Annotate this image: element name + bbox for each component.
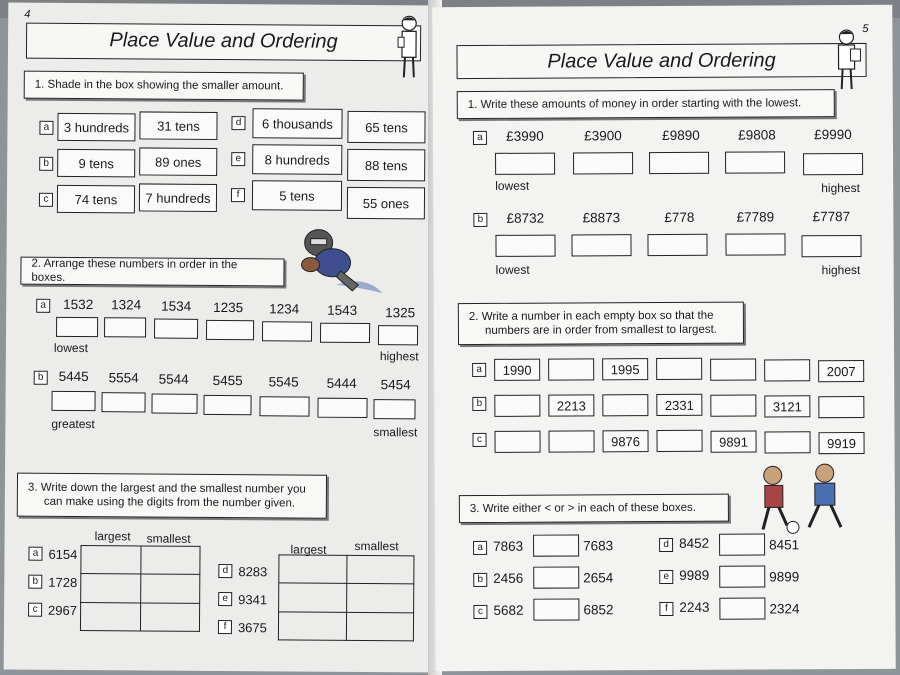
question-2-prompt <box>458 302 744 345</box>
sequence-box[interactable]: 1995 <box>602 358 648 380</box>
answer-box[interactable] <box>647 234 707 256</box>
compare-number: 6852 <box>583 602 614 618</box>
item-letter: a <box>36 299 50 313</box>
answer-box[interactable] <box>378 325 418 345</box>
answer-box[interactable] <box>803 153 863 175</box>
compare-number: 7863 <box>493 538 524 554</box>
given-number: 6154 <box>48 546 78 563</box>
item-letter: a <box>472 363 486 377</box>
amount-box[interactable]: 3 hundreds <box>57 113 135 142</box>
answer-box[interactable] <box>262 321 312 341</box>
compare-number: 9899 <box>769 569 800 585</box>
money-amount: £3990 <box>506 128 544 144</box>
given-number: 9341 <box>238 592 268 608</box>
number: 5554 <box>108 370 139 386</box>
largest-header: largest <box>290 542 327 557</box>
item-letter: b <box>39 157 53 171</box>
answer-box[interactable] <box>51 391 95 411</box>
amount-box[interactable]: 8 hundreds <box>252 144 342 175</box>
item-letter: d <box>231 116 245 130</box>
answer-cell[interactable] <box>346 612 414 641</box>
money-amount: £9808 <box>738 127 776 143</box>
lowest-label: lowest <box>495 262 530 277</box>
number: 1325 <box>385 305 416 321</box>
answer-cell[interactable] <box>279 555 347 584</box>
sequence-box[interactable] <box>494 431 540 453</box>
answer-cell[interactable] <box>81 574 141 603</box>
compare-number: 8452 <box>679 535 710 551</box>
number: 5445 <box>58 368 89 385</box>
sequence-box[interactable]: 2213 <box>548 394 594 416</box>
item-letter: f <box>231 188 245 202</box>
question-1-prompt: 1. Shade in the box showing the smaller amount. <box>24 71 304 101</box>
item-letter: b <box>28 575 42 589</box>
item-letter: b <box>472 397 486 411</box>
money-amount: £9890 <box>662 127 700 144</box>
sequence-box[interactable]: 9919 <box>818 432 864 454</box>
lowest-label: lowest <box>495 178 530 193</box>
sequence-box[interactable]: 9876 <box>602 430 648 452</box>
compare-number: 2456 <box>493 570 524 586</box>
given-number: 8283 <box>238 564 268 580</box>
number: 1534 <box>161 298 192 314</box>
prompt-line: 2. Write a number in each empty box so that the <box>468 309 714 324</box>
answer-box[interactable] <box>56 317 98 337</box>
item-letter: b <box>34 371 48 385</box>
answer-box[interactable] <box>101 392 145 412</box>
sequence-box[interactable] <box>818 396 864 418</box>
answer-cell[interactable] <box>80 602 140 631</box>
answer-cell[interactable] <box>140 603 200 632</box>
lowest-label: lowest <box>53 340 88 356</box>
question-3-prompt <box>17 473 327 519</box>
question-2-prompt: 2. Arrange these numbers in order in the boxes. <box>20 257 284 287</box>
sequence-box[interactable]: 2007 <box>818 360 864 382</box>
right-page <box>432 5 895 671</box>
compare-number: 9989 <box>679 567 710 583</box>
sequence-box[interactable] <box>764 359 810 381</box>
sequence-box[interactable] <box>548 358 594 380</box>
item-letter: d <box>659 538 673 552</box>
number: 1532 <box>63 296 94 313</box>
answer-box[interactable] <box>373 399 415 419</box>
item-letter: a <box>39 121 53 135</box>
number: 5455 <box>212 372 243 389</box>
sequence-box[interactable]: 2331 <box>656 394 702 416</box>
given-number: 3675 <box>237 620 267 636</box>
number: 5544 <box>158 371 189 387</box>
page-number: 5 <box>862 22 869 35</box>
item-letter: f <box>659 602 673 616</box>
answer-box[interactable] <box>725 151 785 173</box>
item-letter: c <box>39 193 53 207</box>
answer-box[interactable] <box>801 235 861 257</box>
answer-cell[interactable] <box>140 546 200 575</box>
item-letter: b <box>473 213 487 227</box>
sequence-box[interactable] <box>602 394 648 416</box>
money-amount: £3900 <box>584 128 622 144</box>
amount-box[interactable]: 55 ones <box>347 187 425 220</box>
compare-number: 2654 <box>583 570 614 586</box>
answer-grid <box>278 554 415 641</box>
answer-cell[interactable] <box>279 583 347 612</box>
given-number: 1728 <box>48 574 78 591</box>
sequence-box[interactable]: 1990 <box>494 359 540 381</box>
item-letter: c <box>28 603 42 617</box>
money-amount: £8732 <box>506 210 545 226</box>
symbol-box[interactable] <box>533 598 579 620</box>
football-player-cartoon-icon <box>296 225 387 298</box>
item-letter: c <box>473 605 487 619</box>
answer-cell[interactable] <box>140 574 200 603</box>
compare-number: 2243 <box>679 599 710 615</box>
highest-label: highest <box>379 349 419 364</box>
money-amount: £778 <box>664 209 695 225</box>
answer-grid <box>80 545 201 632</box>
question-3-prompt: 3. Write either < or > in each of these boxes. <box>459 494 729 523</box>
number: 1324 <box>111 297 142 313</box>
answer-box[interactable] <box>649 152 709 174</box>
item-letter: e <box>218 592 232 606</box>
amount-box[interactable]: 6 thousands <box>252 108 342 139</box>
compare-number: 8451 <box>769 537 800 553</box>
page-title: Place Value and Ordering <box>456 43 866 79</box>
answer-cell[interactable] <box>81 546 141 575</box>
number: 1235 <box>213 299 244 316</box>
answer-box[interactable] <box>154 319 198 339</box>
page-title: Place Value and Ordering <box>26 23 421 62</box>
sequence-box[interactable] <box>656 430 702 452</box>
compare-number: 7683 <box>583 538 614 554</box>
answer-box[interactable] <box>259 396 309 416</box>
item-letter: e <box>659 570 673 584</box>
sequence-box[interactable] <box>710 395 756 417</box>
answer-box[interactable] <box>320 323 370 343</box>
sequence-box[interactable]: 3121 <box>764 395 810 417</box>
number: 1543 <box>327 302 358 318</box>
highest-label: highest <box>821 262 861 278</box>
answer-box[interactable] <box>317 398 367 418</box>
amount-box[interactable]: 9 tens <box>57 149 135 178</box>
greatest-label: greatest <box>51 416 95 432</box>
amount-box[interactable]: 65 tens <box>347 111 425 144</box>
number: 5454 <box>380 377 411 393</box>
sequence-box[interactable] <box>548 430 594 452</box>
answer-box[interactable] <box>495 153 555 175</box>
item-letter: a <box>28 547 42 561</box>
sequence-box[interactable] <box>494 395 540 417</box>
item-letter: c <box>472 433 486 447</box>
compare-number: 5682 <box>493 602 524 618</box>
item-letter: d <box>218 564 232 578</box>
item-letter: a <box>473 541 487 555</box>
amount-box[interactable]: 7 hundreds <box>139 183 217 212</box>
sequence-box[interactable] <box>656 358 702 380</box>
money-amount: £7789 <box>736 209 775 225</box>
sequence-box[interactable] <box>764 431 810 453</box>
answer-box[interactable] <box>151 394 197 414</box>
page-number: 4 <box>24 8 31 21</box>
answer-box[interactable] <box>206 320 254 340</box>
amount-box[interactable]: 74 tens <box>57 185 135 214</box>
number: 5444 <box>326 375 357 391</box>
answer-cell[interactable] <box>346 584 414 613</box>
smallest-label: smallest <box>373 425 418 440</box>
highest-label: highest <box>821 180 860 196</box>
smallest-header: smallest <box>354 538 399 554</box>
item-letter: f <box>218 620 232 634</box>
left-page <box>4 3 437 673</box>
teacher-cartoon-icon <box>830 27 862 91</box>
item-letter: b <box>473 573 487 587</box>
number: 5545 <box>268 374 299 390</box>
answer-box[interactable] <box>495 235 555 257</box>
compare-number: 2324 <box>769 601 800 617</box>
question-1-prompt: 1. Write these amounts of money in order starting with the lowest. <box>457 89 835 119</box>
answer-cell[interactable] <box>346 555 414 584</box>
answer-box[interactable] <box>725 233 785 255</box>
amount-box[interactable]: 31 tens <box>139 111 217 140</box>
amount-box[interactable]: 5 tens <box>252 180 342 211</box>
prompt-line: numbers are in order from smallest to largest. <box>484 323 718 337</box>
item-letter: e <box>231 152 245 166</box>
prompt-line: 3. Write down the largest and the smallest number you <box>27 481 306 496</box>
largest-header: largest <box>94 529 131 544</box>
symbol-box[interactable] <box>719 565 765 587</box>
given-number: 2967 <box>48 602 78 619</box>
teacher-cartoon-icon <box>396 13 422 81</box>
prompt-line: can make using the digits from the number given. <box>43 495 296 510</box>
money-amount: £8873 <box>582 210 621 226</box>
money-amount: £9990 <box>814 127 852 143</box>
amount-box[interactable]: 89 ones <box>139 147 217 176</box>
answer-cell[interactable] <box>278 612 346 641</box>
money-amount: £7787 <box>812 209 851 225</box>
answer-box[interactable] <box>573 152 633 174</box>
number: 1234 <box>269 301 300 317</box>
symbol-box[interactable] <box>719 533 765 555</box>
sequence-box[interactable]: 9891 <box>710 431 756 453</box>
symbol-box[interactable] <box>719 597 765 619</box>
answer-box[interactable] <box>104 317 146 337</box>
answer-box[interactable] <box>203 395 251 415</box>
smallest-header: smallest <box>146 531 191 546</box>
symbol-box[interactable] <box>533 566 579 588</box>
answer-box[interactable] <box>571 234 631 256</box>
amount-box[interactable]: 88 tens <box>347 149 425 182</box>
sequence-box[interactable] <box>710 359 756 381</box>
item-letter: a <box>473 131 487 145</box>
football-players-cartoon-icon <box>753 457 853 538</box>
symbol-box[interactable] <box>533 534 579 556</box>
